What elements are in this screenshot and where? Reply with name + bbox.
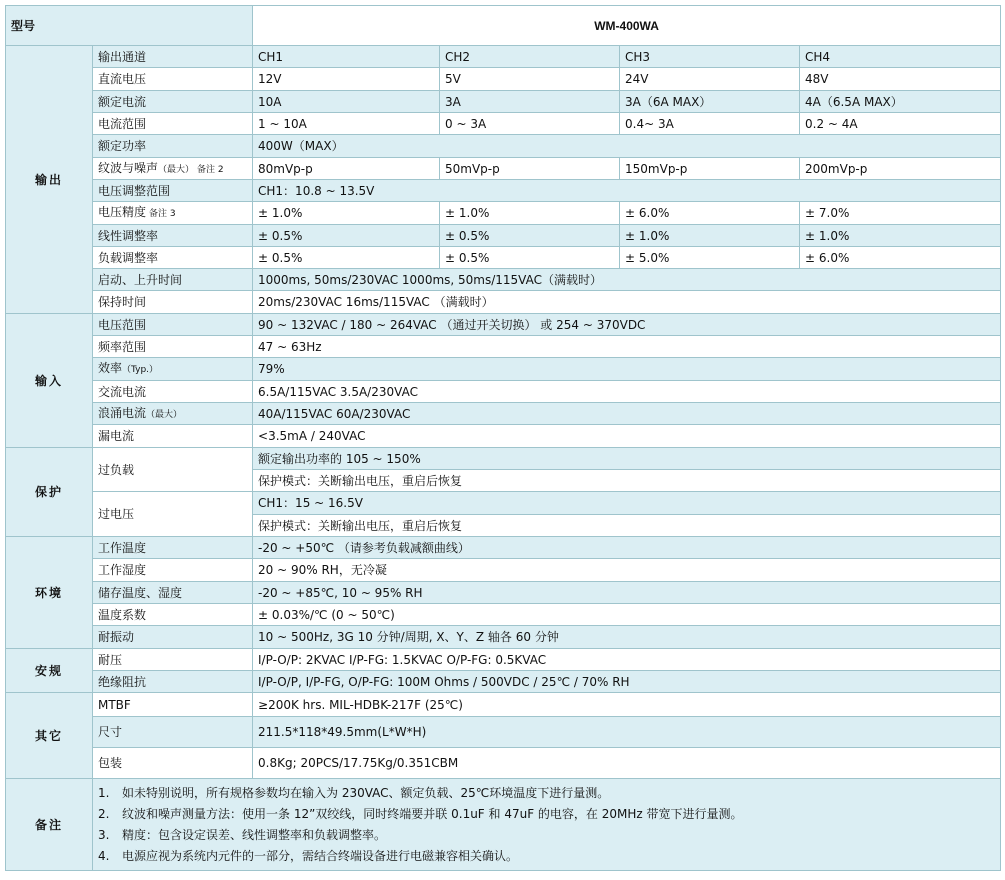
- remark-text: 精度：包含设定误差、线性调整率和负载调整率。: [122, 827, 387, 842]
- cell-value: 90 ~ 132VAC / 180 ~ 264VAC （通过开关切换） 或 254 ~ 370VDC: [253, 314, 1001, 336]
- cell-value: 10A: [253, 91, 440, 113]
- cell-value: 保护模式：关断输出电压，重启后恢复: [253, 470, 1001, 492]
- row-label-dc-voltage: 直流电压: [93, 68, 253, 91]
- row-label-line-reg: 线性调整率: [93, 225, 253, 247]
- row-label-hold: 保持时间: [93, 291, 253, 314]
- row-label-rated-power: 额定功率: [93, 135, 253, 158]
- cell-value: 0.4~ 3A: [620, 113, 800, 135]
- row-label-packing: 包装: [93, 748, 253, 779]
- cell-value: 24V: [620, 68, 800, 91]
- remark-num: 2.: [98, 806, 110, 821]
- section-environment: 环境: [6, 537, 93, 649]
- row-label-storage: 储存温度、湿度: [93, 582, 253, 604]
- cell-ch1: CH1: [253, 46, 440, 68]
- cell-value: 50mVp-p: [440, 158, 620, 180]
- cell-value: ± 0.03%/℃ (0 ~ 50℃): [253, 604, 1001, 626]
- label-text: 电压精度: [98, 205, 147, 219]
- section-safety: 安规: [6, 649, 93, 693]
- cell-value: ± 0.5%: [440, 247, 620, 269]
- cell-value: ± 1.0%: [620, 225, 800, 247]
- cell-value: CH1：10.8 ~ 13.5V: [253, 180, 1001, 202]
- section-output: 输出: [6, 46, 93, 314]
- row-label-size: 尺寸: [93, 717, 253, 748]
- row-label-temp-coeff: 温度系数: [93, 604, 253, 626]
- cell-value: ± 0.5%: [440, 225, 620, 247]
- cell-value: 200mVp-p: [800, 158, 1001, 180]
- cell-value: ≥200K hrs. MIL-HDBK-217F (25℃): [253, 693, 1001, 717]
- cell-value: 12V: [253, 68, 440, 91]
- row-label-leakage: 漏电流: [93, 425, 253, 448]
- remark-item: [98, 804, 995, 825]
- cell-value: 1000ms, 50ms/230VAC 1000ms, 50ms/115VAC（满载时）: [253, 269, 1001, 291]
- note-ref: 备注 2: [197, 164, 224, 175]
- cell-value: ± 1.0%: [440, 202, 620, 225]
- row-label-load-reg: 负载调整率: [93, 247, 253, 269]
- row-label-mtbf: MTBF: [93, 693, 253, 717]
- cell-value: 20ms/230VAC 16ms/115VAC （满载时）: [253, 291, 1001, 314]
- row-label-efficiency: [93, 358, 253, 381]
- section-protection: 保护: [6, 448, 93, 537]
- cell-value: 400W（MAX）: [253, 135, 1001, 158]
- row-label-freq-range: 频率范围: [93, 336, 253, 358]
- label-text: 纹波与噪声: [98, 160, 159, 175]
- row-label-overvoltage: 过电压: [93, 492, 253, 537]
- remarks-list: [93, 779, 1001, 871]
- row-label-ac-current: 交流电流: [93, 381, 253, 403]
- row-label-startup: 启动、上升时间: [93, 269, 253, 291]
- cell-value: ± 6.0%: [800, 247, 1001, 269]
- cell-ch4: CH4: [800, 46, 1001, 68]
- row-label-vibration: 耐振动: [93, 626, 253, 649]
- cell-value: ± 1.0%: [800, 225, 1001, 247]
- cell-value: ± 0.5%: [253, 225, 440, 247]
- remark-item: [98, 846, 995, 867]
- cell-value: 4A（6.5A MAX）: [800, 91, 1001, 113]
- row-label-channel: 输出通道: [93, 46, 253, 68]
- row-label-work-temp: 工作温度: [93, 537, 253, 559]
- cell-value: 5V: [440, 68, 620, 91]
- label-paren: （Typ.）: [122, 365, 159, 375]
- cell-value: 48V: [800, 68, 1001, 91]
- row-label-inrush: [93, 403, 253, 425]
- cell-value: -20 ~ +50℃ （请参考负载减额曲线）: [253, 537, 1001, 559]
- cell-value: ± 6.0%: [620, 202, 800, 225]
- spec-table: [5, 5, 1001, 871]
- row-label-rated-current: 额定电流: [93, 91, 253, 113]
- cell-value: 0.8Kg; 20PCS/17.75Kg/0.351CBM: [253, 748, 1001, 779]
- remark-text: 如未特别说明，所有规格参数均在输入为 230VAC、额定负载、25℃环境温度下进行量测。: [122, 785, 610, 800]
- model-label: 型号: [6, 6, 253, 46]
- cell-value: 40A/115VAC 60A/230VAC: [253, 403, 1001, 425]
- row-label-ripple-noise: [93, 158, 253, 180]
- cell-value: -20 ~ +85℃, 10 ~ 95% RH: [253, 582, 1001, 604]
- cell-value: 6.5A/115VAC 3.5A/230VAC: [253, 381, 1001, 403]
- cell-value: CH1：15 ~ 16.5V: [253, 492, 1001, 515]
- row-label-voltage-adj: 电压调整范围: [93, 180, 253, 202]
- cell-value: 0 ~ 3A: [440, 113, 620, 135]
- cell-value: 3A（6A MAX）: [620, 91, 800, 113]
- remark-num: 1.: [98, 785, 110, 800]
- section-remarks: 备注: [6, 779, 93, 871]
- cell-value: <3.5mA / 240VAC: [253, 425, 1001, 448]
- remark-text: 电源应视为系统内元件的一部分，需结合终端设备进行电磁兼容相关确认。: [122, 848, 519, 863]
- remark-item: [98, 825, 995, 846]
- remark-item: [98, 783, 995, 804]
- cell-value: 79%: [253, 358, 1001, 381]
- cell-value: 额定输出功率的 105 ~ 150%: [253, 448, 1001, 470]
- cell-value: 保护模式：关断输出电压，重启后恢复: [253, 515, 1001, 537]
- row-label-isolation: 绝缘阻抗: [93, 671, 253, 693]
- cell-ch3: CH3: [620, 46, 800, 68]
- remark-num: 3.: [98, 827, 110, 842]
- cell-value: I/P-O/P, I/P-FG, O/P-FG: 100M Ohms / 500VDC / 25℃ / 70% RH: [253, 671, 1001, 693]
- cell-value: 0.2 ~ 4A: [800, 113, 1001, 135]
- section-other: 其它: [6, 693, 93, 779]
- label-paren: （最大）: [158, 164, 195, 175]
- cell-value: ± 7.0%: [800, 202, 1001, 225]
- model-title: WM-400WA: [253, 6, 1001, 46]
- cell-value: ± 5.0%: [620, 247, 800, 269]
- cell-value: 3A: [440, 91, 620, 113]
- cell-value: 47 ~ 63Hz: [253, 336, 1001, 358]
- row-label-voltage-range: 电压范围: [93, 314, 253, 336]
- cell-value: 211.5*118*49.5mm(L*W*H): [253, 717, 1001, 748]
- cell-value: 150mVp-p: [620, 158, 800, 180]
- cell-value: I/P-O/P: 2KVAC I/P-FG: 1.5KVAC O/P-FG: 0.5KVAC: [253, 649, 1001, 671]
- remark-text: 纹波和噪声测量方法：使用一条 12”双绞线，同时终端要并联 0.1uF 和 47uF 的电容，在 20MHz 带宽下进行量测。: [122, 806, 743, 821]
- row-label-overload: 过负载: [93, 448, 253, 492]
- cell-value: 1 ~ 10A: [253, 113, 440, 135]
- cell-value: ± 0.5%: [253, 247, 440, 269]
- note-ref: 备注 3: [149, 209, 176, 219]
- label-text: 浪涌电流: [98, 405, 147, 420]
- cell-ch2: CH2: [440, 46, 620, 68]
- cell-value: 10 ~ 500Hz, 3G 10 分钟/周期, X、Y、Z 轴各 60 分钟: [253, 626, 1001, 649]
- row-label-current-range: 电流范围: [93, 113, 253, 135]
- label-text: 效率: [98, 361, 123, 375]
- row-label-voltage-acc: [93, 202, 253, 225]
- label-paren: （最大）: [146, 409, 183, 420]
- row-label-withstand: 耐压: [93, 649, 253, 671]
- cell-value: 20 ~ 90% RH，无冷凝: [253, 559, 1001, 582]
- cell-value: 80mVp-p: [253, 158, 440, 180]
- remark-num: 4.: [98, 848, 110, 863]
- cell-value: ± 1.0%: [253, 202, 440, 225]
- row-label-work-humid: 工作湿度: [93, 559, 253, 582]
- section-input: 输入: [6, 314, 93, 448]
